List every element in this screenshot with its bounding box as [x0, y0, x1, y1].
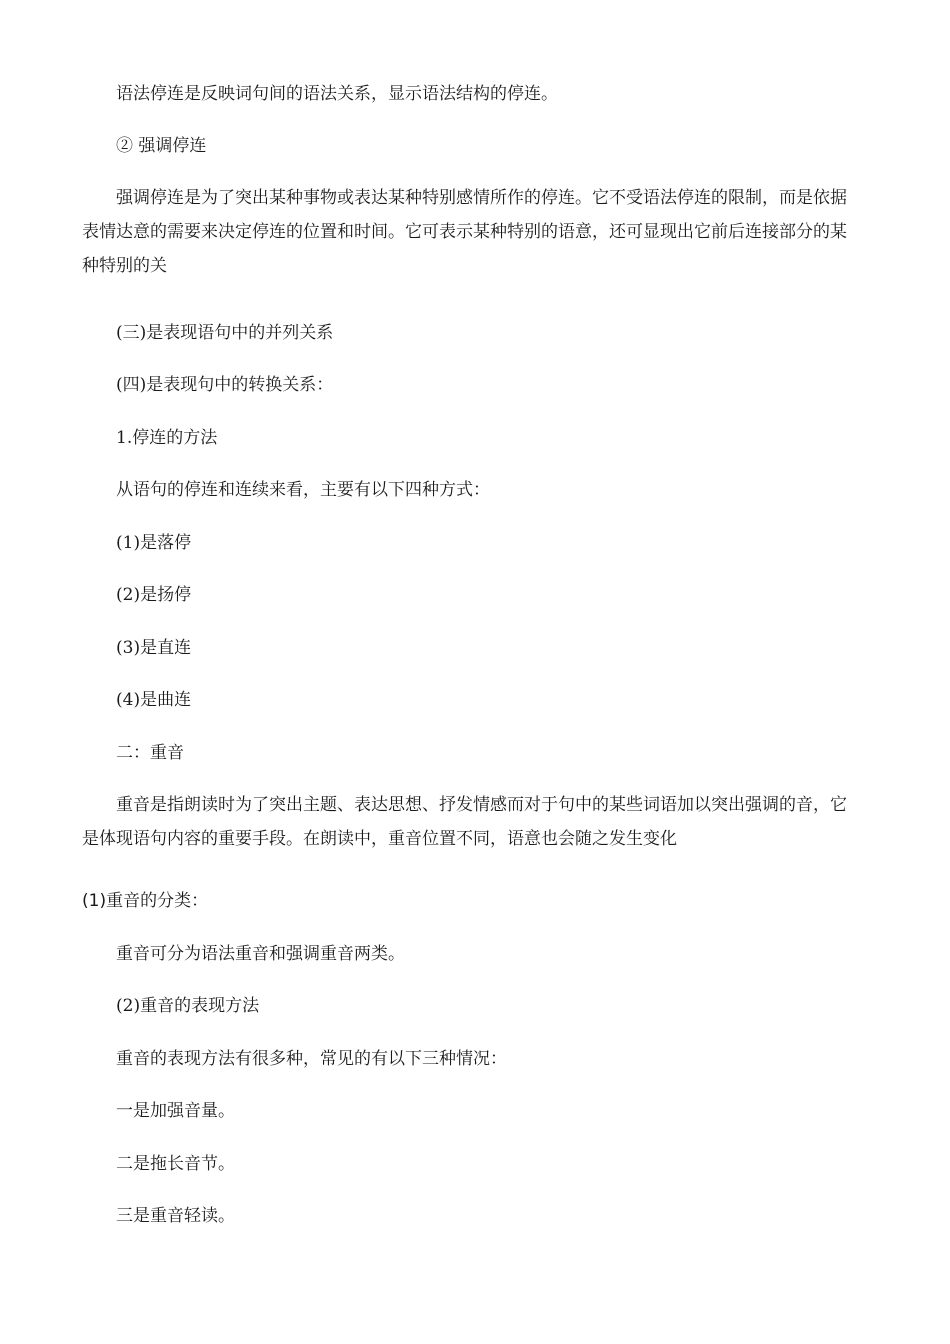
heading-stress-classification: (1)重音的分类：: [82, 891, 209, 911]
paragraph-grammar-pause: 语法停连是反映词句间的语法关系，显示语法结构的停连。: [116, 84, 558, 104]
paragraph-emphasis-pause: 强调停连是为了突出某种事物或表达某种特别感情所作的停连。它不受语法停连的限制，而是依据表情达意的需要来决定停连的位置和时间。它可表示某种特别的语意，还可显现出它前后连接部分的某种特别的关: [82, 188, 847, 276]
paragraph-parallel-relation: (三)是表现语句中的并列关系: [116, 323, 334, 343]
list-item-prolong-syllable: 二是拖长音节。: [116, 1154, 235, 1174]
heading-stress: 二：重音: [116, 743, 184, 763]
paragraph-transition-relation: (四)是表现句中的转换关系：: [116, 375, 334, 395]
list-item-increase-volume: 一是加强音量。: [116, 1101, 235, 1121]
paragraph-three-situations: 重音的表现方法有很多种，常见的有以下三种情况：: [116, 1049, 507, 1069]
heading-stress-methods: (2)重音的表现方法: [116, 996, 260, 1016]
list-item-curved-link: (4)是曲连: [116, 690, 192, 710]
list-item-soft-stress: 三是重音轻读。: [116, 1206, 235, 1226]
heading-emphasis-pause: ② 强调停连: [116, 136, 207, 156]
list-item-falling-pause: (1)是落停: [116, 533, 192, 553]
heading-pause-methods: 1.停连的方法: [116, 428, 218, 448]
paragraph-stress-definition: 重音是指朗读时为了突出主题、表达思想、抒发情感而对于句中的某些词语加以突出强调的音，它是体现语句内容的重要手段。在朗读中，重音位置不同，语意也会随之发生变化: [82, 795, 847, 849]
paragraph-four-methods: 从语句的停连和连续来看，主要有以下四种方式：: [116, 480, 490, 500]
list-item-rising-pause: (2)是扬停: [116, 585, 192, 605]
list-item-direct-link: (3)是直连: [116, 638, 192, 658]
paragraph-stress-types: 重音可分为语法重音和强调重音两类。: [116, 944, 405, 964]
